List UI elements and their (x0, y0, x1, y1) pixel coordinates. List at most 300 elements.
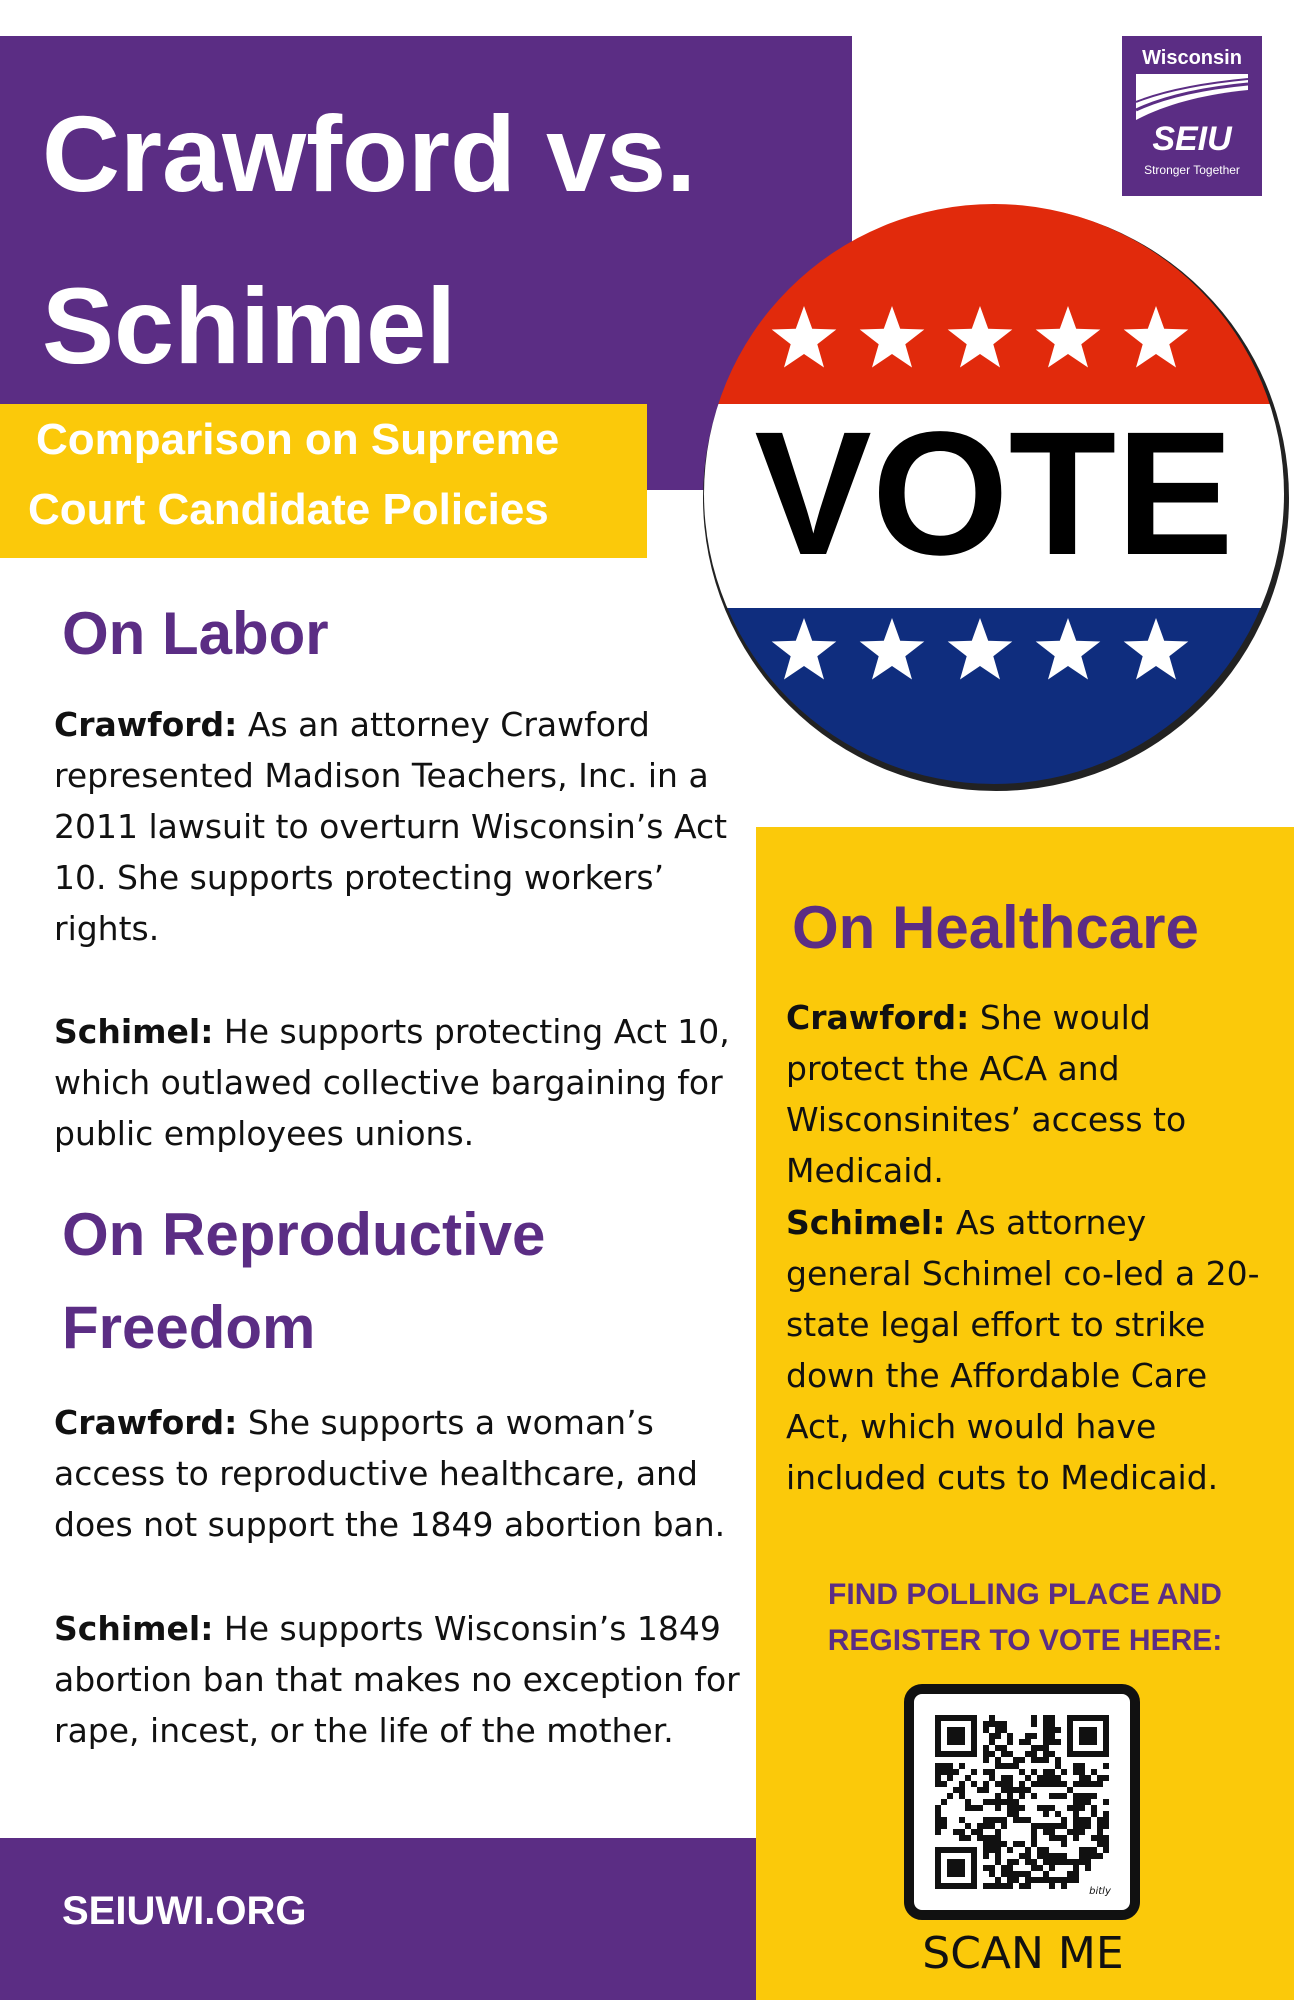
qr-module (1031, 1733, 1037, 1739)
qr-module (1007, 1751, 1013, 1757)
qr-module (1055, 1811, 1061, 1817)
qr-module (1031, 1745, 1037, 1751)
qr-module (1043, 1733, 1049, 1739)
logo-name: SEIU (1152, 120, 1232, 158)
qr-module (989, 1835, 995, 1841)
qr-module (1031, 1751, 1037, 1757)
qr-module (1061, 1817, 1067, 1823)
qr-module (1037, 1745, 1043, 1751)
qr-brand: bitly (1089, 1886, 1111, 1897)
healthcare-crawford-paragraph (786, 992, 1276, 1196)
qr-module (1043, 1853, 1049, 1859)
qr-module (1031, 1781, 1037, 1787)
qr-module (971, 1829, 977, 1835)
qr-module (1001, 1745, 1007, 1751)
qr-module (995, 1793, 1001, 1799)
qr-module (989, 1871, 995, 1877)
qr-module (989, 1721, 995, 1727)
qr-module (941, 1817, 947, 1823)
qr-module (1013, 1763, 1019, 1769)
qr-module (1073, 1817, 1079, 1823)
qr-module (983, 1835, 989, 1841)
qr-module (983, 1823, 989, 1829)
qr-module (1001, 1817, 1007, 1823)
qr-module (1025, 1871, 1031, 1877)
qr-module (1055, 1763, 1061, 1769)
qr-module (965, 1805, 971, 1811)
qr-module (1043, 1715, 1049, 1721)
qr-module (983, 1799, 989, 1805)
candidate-label: Schimel: (54, 1012, 214, 1051)
qr-module (1097, 1775, 1103, 1781)
qr-module (1007, 1799, 1013, 1805)
qr-module (983, 1817, 989, 1823)
qr-module (1007, 1805, 1013, 1811)
qr-module (1031, 1877, 1037, 1883)
qr-module (1049, 1835, 1055, 1841)
qr-module (1085, 1775, 1091, 1781)
qr-module (977, 1835, 983, 1841)
qr-module (1013, 1799, 1019, 1805)
qr-module (1061, 1823, 1067, 1829)
qr-module (1079, 1853, 1085, 1859)
qr-module (1085, 1799, 1091, 1805)
qr-module (995, 1781, 1001, 1787)
qr-module (941, 1769, 947, 1775)
qr-module (989, 1817, 995, 1823)
qr-module (1079, 1859, 1085, 1865)
qr-module (1091, 1781, 1097, 1787)
qr-module (1001, 1823, 1007, 1829)
qr-module (1001, 1883, 1007, 1889)
reproductive-schimel-paragraph (54, 1603, 754, 1756)
qr-module (1001, 1763, 1007, 1769)
qr-module (1061, 1793, 1067, 1799)
qr-module (1025, 1739, 1031, 1745)
qr-module (1001, 1799, 1007, 1805)
qr-module (941, 1799, 947, 1805)
qr-module (1055, 1727, 1061, 1733)
qr-module (989, 1715, 995, 1721)
candidate-label: Crawford: (54, 705, 238, 744)
qr-module (1007, 1787, 1013, 1793)
qr-module (1061, 1841, 1067, 1847)
qr-module (1049, 1865, 1055, 1871)
qr-module (1073, 1805, 1079, 1811)
qr-module (1073, 1871, 1079, 1877)
qr-module (947, 1769, 953, 1775)
qr-module (1049, 1733, 1055, 1739)
qr-module (1031, 1757, 1037, 1763)
qr-module (1061, 1769, 1067, 1775)
qr-module (1091, 1769, 1097, 1775)
qr-module (1007, 1883, 1013, 1889)
qr-module (1019, 1883, 1025, 1889)
qr-module (1025, 1883, 1031, 1889)
qr-module (1061, 1877, 1067, 1883)
qr-module (1055, 1757, 1061, 1763)
qr-module (1079, 1763, 1085, 1769)
qr-module (977, 1805, 983, 1811)
qr-module (1103, 1811, 1109, 1817)
qr-module (959, 1781, 965, 1787)
qr-module (1037, 1805, 1043, 1811)
qr-code-graphic (914, 1694, 1130, 1910)
qr-module (971, 1781, 977, 1787)
qr-module (1079, 1793, 1085, 1799)
healthcare-heading: On Healthcare (792, 894, 1199, 961)
qr-module (1031, 1793, 1037, 1799)
qr-module (1085, 1823, 1091, 1829)
qr-finder (947, 1727, 965, 1745)
qr-module (1019, 1805, 1025, 1811)
qr-module (1103, 1775, 1109, 1781)
qr-module (1103, 1799, 1109, 1805)
qr-module (1049, 1859, 1055, 1865)
qr-module (989, 1847, 995, 1853)
qr-module (935, 1829, 941, 1835)
qr-module (1043, 1823, 1049, 1829)
qr-module (1037, 1775, 1043, 1781)
qr-module (995, 1829, 1001, 1835)
qr-module (935, 1769, 941, 1775)
qr-module (1013, 1871, 1019, 1877)
qr-module (1001, 1865, 1007, 1871)
qr-module (1007, 1859, 1013, 1865)
qr-module (1043, 1805, 1049, 1811)
qr-module (1013, 1877, 1019, 1883)
qr-module (977, 1829, 983, 1835)
qr-module (1061, 1859, 1067, 1865)
subtitle-line-1: Comparison on Supreme (36, 415, 560, 464)
qr-module (1001, 1721, 1007, 1727)
qr-module (995, 1733, 1001, 1739)
qr-module (1061, 1883, 1067, 1889)
qr-module (947, 1793, 953, 1799)
qr-module (1019, 1871, 1025, 1877)
qr-module (1073, 1859, 1079, 1865)
paragraph-text: She would protect the ACA and Wisconsinites’ access to Medicaid. (786, 998, 1187, 1190)
qr-module (1097, 1835, 1103, 1841)
qr-module (983, 1883, 989, 1889)
qr-module (1085, 1853, 1091, 1859)
qr-module (989, 1769, 995, 1775)
qr-module (995, 1799, 1001, 1805)
qr-module (935, 1763, 941, 1769)
paragraph-text: She supports a woman’s access to reproductive healthcare, and does not support the 1849 abortion ban. (54, 1403, 726, 1544)
qr-module (1043, 1847, 1049, 1853)
qr-module (1043, 1775, 1049, 1781)
red-band (694, 194, 1294, 404)
qr-module (1025, 1853, 1031, 1859)
qr-module (1049, 1823, 1055, 1829)
qr-module (995, 1853, 1001, 1859)
candidate-label: Schimel: (54, 1609, 214, 1648)
qr-module (1055, 1877, 1061, 1883)
qr-module (1013, 1817, 1019, 1823)
qr-module (1043, 1871, 1049, 1877)
qr-module (1013, 1859, 1019, 1865)
qr-module (983, 1769, 989, 1775)
qr-module (1073, 1763, 1079, 1769)
candidate-label: Crawford: (786, 998, 970, 1037)
qr-module (1097, 1781, 1103, 1787)
qr-module (1001, 1751, 1007, 1757)
qr-module (1037, 1781, 1043, 1787)
qr-module (959, 1817, 965, 1823)
qr-module (1007, 1781, 1013, 1787)
qr-module (995, 1877, 1001, 1883)
qr-module (983, 1757, 989, 1763)
qr-module (995, 1763, 1001, 1769)
qr-module (1091, 1811, 1097, 1817)
qr-module (1091, 1847, 1097, 1853)
qr-module (1103, 1823, 1109, 1829)
qr-module (1061, 1853, 1067, 1859)
qr-module (1085, 1865, 1091, 1871)
qr-module (995, 1841, 1001, 1847)
qr-module (1007, 1811, 1013, 1817)
qr-module (1055, 1853, 1061, 1859)
qr-module (1085, 1817, 1091, 1823)
qr-module (1043, 1811, 1049, 1817)
qr-module (1007, 1871, 1013, 1877)
qr-module (1001, 1775, 1007, 1781)
qr-module (1097, 1853, 1103, 1859)
qr-module (1007, 1877, 1013, 1883)
qr-module (1073, 1793, 1079, 1799)
qr-module (941, 1763, 947, 1769)
qr-module (1049, 1775, 1055, 1781)
vote-button-graphic (694, 194, 1294, 794)
qr-module (989, 1775, 995, 1781)
subtitle-line-2: Court Candidate Policies (28, 485, 549, 534)
qr-module (1103, 1817, 1109, 1823)
qr-module (1037, 1847, 1043, 1853)
qr-module (1091, 1853, 1097, 1859)
qr-module (995, 1745, 1001, 1751)
qr-code[interactable] (904, 1684, 1140, 1920)
qr-module (1097, 1829, 1103, 1835)
qr-module (1055, 1835, 1061, 1841)
qr-module (1079, 1781, 1085, 1787)
qr-module (1073, 1811, 1079, 1817)
qr-module (983, 1721, 989, 1727)
qr-module (1055, 1859, 1061, 1865)
logo-sunrise-icon (1136, 74, 1248, 120)
qr-module (1013, 1787, 1019, 1793)
reproductive-heading-line-1: On Reproductive (62, 1201, 546, 1268)
qr-module (1061, 1781, 1067, 1787)
qr-module (995, 1721, 1001, 1727)
paragraph-text: He supports Wisconsin’s 1849 abortion ban that makes no exception for rape, incest, or the life of the mother. (54, 1609, 740, 1750)
healthcare-schimel-paragraph (786, 1197, 1276, 1503)
qr-module (1001, 1841, 1007, 1847)
qr-module (1103, 1847, 1109, 1853)
qr-module (1073, 1823, 1079, 1829)
qr-module (1091, 1835, 1097, 1841)
qr-module (989, 1799, 995, 1805)
qr-module (1049, 1853, 1055, 1859)
qr-module (1049, 1769, 1055, 1775)
qr-module (1085, 1793, 1091, 1799)
qr-module (1007, 1733, 1013, 1739)
qr-module (935, 1823, 941, 1829)
qr-module (1049, 1883, 1055, 1889)
qr-module (1043, 1757, 1049, 1763)
qr-module (977, 1823, 983, 1829)
qr-module (1073, 1835, 1079, 1841)
qr-module (1031, 1715, 1037, 1721)
qr-module (1049, 1727, 1055, 1733)
qr-module (947, 1775, 953, 1781)
qr-module (959, 1829, 965, 1835)
qr-module (1013, 1841, 1019, 1847)
qr-module (1067, 1871, 1073, 1877)
qr-module (1049, 1715, 1055, 1721)
qr-module (1079, 1769, 1085, 1775)
qr-module (1025, 1817, 1031, 1823)
qr-module (1037, 1823, 1043, 1829)
qr-module (1019, 1793, 1025, 1799)
qr-module (977, 1787, 983, 1793)
reproductive-crawford-paragraph (54, 1397, 754, 1550)
qr-module (995, 1757, 1001, 1763)
candidate-label: Schimel: (786, 1203, 946, 1242)
qr-module (1103, 1835, 1109, 1841)
qr-module (1079, 1775, 1085, 1781)
qr-module (1031, 1829, 1037, 1835)
qr-module (1103, 1841, 1109, 1847)
qr-module (1031, 1865, 1037, 1871)
qr-module (983, 1745, 989, 1751)
qr-module (983, 1853, 989, 1859)
labor-schimel-paragraph (54, 1006, 734, 1159)
seiu-logo (1122, 36, 1262, 196)
qr-module (1049, 1751, 1055, 1757)
qr-module (1013, 1805, 1019, 1811)
qr-module (965, 1775, 971, 1781)
qr-module (1031, 1859, 1037, 1865)
qr-module (935, 1811, 941, 1817)
qr-module (1007, 1847, 1013, 1853)
qr-module (1025, 1751, 1031, 1757)
qr-module (1073, 1769, 1079, 1775)
qr-module (971, 1769, 977, 1775)
qr-module (1043, 1721, 1049, 1727)
qr-module (1025, 1775, 1031, 1781)
qr-module (1067, 1787, 1073, 1793)
qr-module (995, 1847, 1001, 1853)
qr-module (1079, 1805, 1085, 1811)
qr-module (1001, 1781, 1007, 1787)
callout-line-2: REGISTER TO VOTE HERE: (827, 1624, 1223, 1657)
qr-module (995, 1727, 1001, 1733)
footer-url-link[interactable]: SEIUWI.ORG (62, 1889, 307, 1933)
qr-module (989, 1841, 995, 1847)
qr-module (1043, 1727, 1049, 1733)
qr-module (995, 1805, 1001, 1811)
qr-module (947, 1763, 953, 1769)
qr-module (1031, 1721, 1037, 1727)
scan-me-label: SCAN ME (922, 1928, 1124, 1979)
qr-module (1007, 1763, 1013, 1769)
paragraph-text: As attorney general Schimel co-led a 20-state legal effort to strike down the Affordable Care Act, which would have included cuts to Medicaid. (786, 1203, 1260, 1497)
labor-crawford-paragraph (54, 699, 734, 954)
qr-module (1043, 1829, 1049, 1835)
qr-module (1097, 1841, 1103, 1847)
qr-module (1013, 1757, 1019, 1763)
qr-module (971, 1805, 977, 1811)
qr-module (1007, 1775, 1013, 1781)
qr-module (1001, 1787, 1007, 1793)
qr-module (1019, 1853, 1025, 1859)
qr-module (1049, 1829, 1055, 1835)
qr-module (1049, 1805, 1055, 1811)
qr-module (1031, 1769, 1037, 1775)
logo-tagline: Stronger Together (1144, 163, 1240, 177)
qr-module (1013, 1811, 1019, 1817)
qr-module (995, 1835, 1001, 1841)
qr-module (1049, 1781, 1055, 1787)
qr-module (1079, 1817, 1085, 1823)
qr-module (935, 1805, 941, 1811)
qr-module (1025, 1877, 1031, 1883)
qr-module (959, 1763, 965, 1769)
qr-module (1043, 1751, 1049, 1757)
qr-module (1055, 1739, 1061, 1745)
qr-module (983, 1847, 989, 1853)
qr-module (1019, 1769, 1025, 1775)
qr-module (1073, 1877, 1079, 1883)
title-line-1: Crawford vs. (42, 93, 697, 214)
qr-module (983, 1787, 989, 1793)
qr-module (1043, 1859, 1049, 1865)
qr-module (989, 1883, 995, 1889)
qr-module (941, 1823, 947, 1829)
qr-module (1019, 1781, 1025, 1787)
qr-module (1055, 1823, 1061, 1829)
qr-module (1103, 1763, 1109, 1769)
qr-module (983, 1841, 989, 1847)
qr-module (983, 1751, 989, 1757)
qr-module (983, 1865, 989, 1871)
qr-module (1097, 1823, 1103, 1829)
qr-module (941, 1781, 947, 1787)
qr-module (995, 1883, 1001, 1889)
qr-module (1055, 1793, 1061, 1799)
qr-module (995, 1817, 1001, 1823)
qr-module (1097, 1817, 1103, 1823)
qr-module (1055, 1775, 1061, 1781)
qr-module (935, 1817, 941, 1823)
qr-module (1025, 1859, 1031, 1865)
labor-heading: On Labor (62, 600, 329, 667)
logo-state: Wisconsin (1142, 47, 1242, 69)
qr-module (989, 1865, 995, 1871)
qr-module (995, 1859, 1001, 1865)
qr-module (1025, 1787, 1031, 1793)
qr-module (1055, 1781, 1061, 1787)
qr-module (1001, 1727, 1007, 1733)
qr-module (953, 1829, 959, 1835)
qr-module (1079, 1799, 1085, 1805)
register-callout (770, 1572, 1280, 1664)
qr-module (959, 1787, 965, 1793)
qr-module (1037, 1877, 1043, 1883)
qr-module (983, 1781, 989, 1787)
qr-module (1019, 1817, 1025, 1823)
